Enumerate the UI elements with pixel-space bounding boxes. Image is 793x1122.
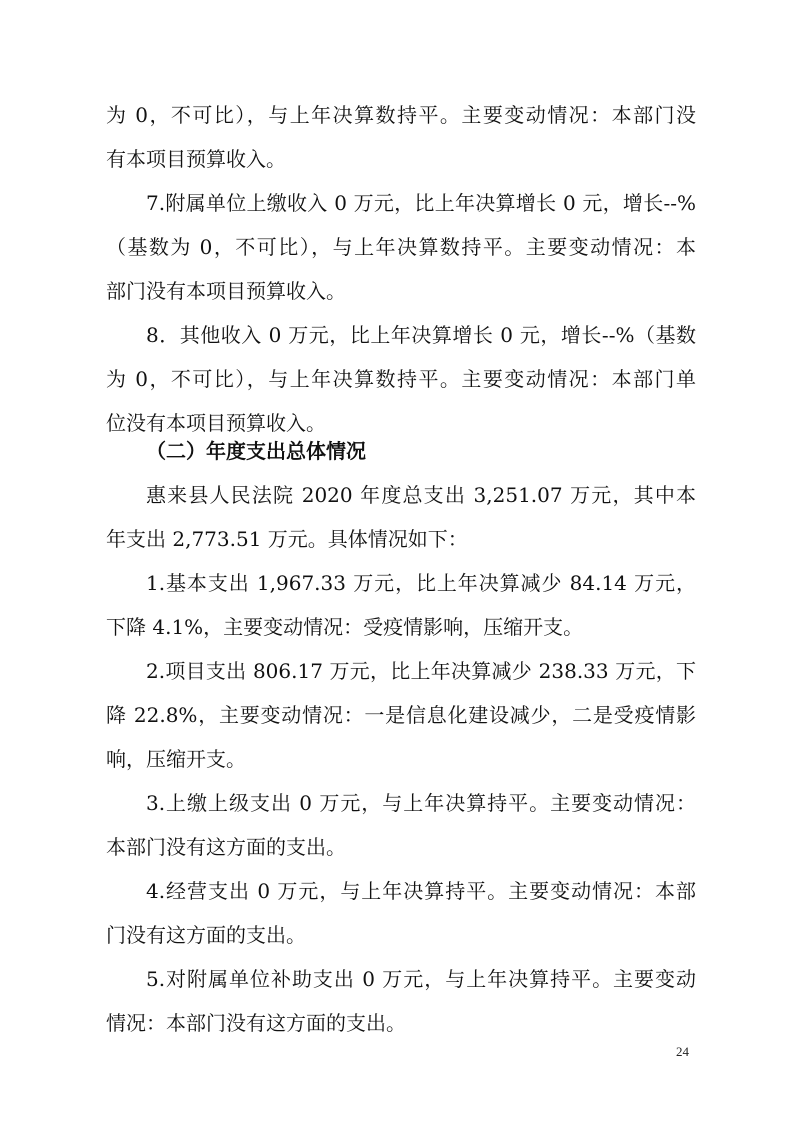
paragraph-line: 为 0，不可比），与上年决算数持平。主要变动情况：本部门单 (106, 367, 696, 391)
paragraph-line: （基数为 0，不可比），与上年决算数持平。主要变动情况：本 (106, 235, 696, 259)
page-number: 24 (676, 1044, 689, 1059)
paragraph-line: 4.经营支出 0 万元，与上年决算持平。主要变动情况：本部 (146, 879, 696, 903)
paragraph-line: 为 0，不可比），与上年决算数持平。主要变动情况：本部门没 (106, 103, 696, 127)
section-heading: （二）年度支出总体情况 (146, 439, 366, 463)
paragraph-line: 年支出 2,773.51 万元。具体情况如下： (106, 527, 468, 551)
paragraph-line: 下降 4.1%，主要变动情况：受疫情影响，压缩开支。 (106, 615, 584, 639)
paragraph-line: 响，压缩开支。 (106, 747, 246, 771)
paragraph-line: 部门没有本项目预算收入。 (106, 279, 346, 303)
paragraph-line: 1.基本支出 1,967.33 万元，比上年决算减少 84.14 万元， (146, 571, 696, 595)
paragraph-line: 情况：本部门没有这方面的支出。 (106, 1011, 406, 1035)
paragraph-line: 位没有本项目预算收入。 (106, 411, 326, 435)
paragraph-line: 门没有这方面的支出。 (106, 923, 306, 947)
paragraph-line: 8．其他收入 0 万元，比上年决算增长 0 元，增长--%（基数 (146, 323, 696, 347)
paragraph-line: 3.上缴上级支出 0 万元，与上年决算持平。主要变动情况： (146, 791, 696, 815)
paragraph-line: 7.附属单位上缴收入 0 万元，比上年决算增长 0 元，增长--% (146, 191, 696, 215)
paragraph-line: 有本项目预算收入。 (106, 147, 286, 171)
paragraph-line: 惠来县人民法院 2020 年度总支出 3,251.07 万元，其中本 (146, 483, 696, 507)
paragraph-line: 2.项目支出 806.17 万元，比上年决算减少 238.33 万元，下 (146, 659, 696, 683)
paragraph-line: 5.对附属单位补助支出 0 万元，与上年决算持平。主要变动 (146, 967, 696, 991)
paragraph-line: 降 22.8%，主要变动情况：一是信息化建设减少，二是受疫情影 (106, 703, 696, 727)
paragraph-line: 本部门没有这方面的支出。 (106, 835, 346, 859)
